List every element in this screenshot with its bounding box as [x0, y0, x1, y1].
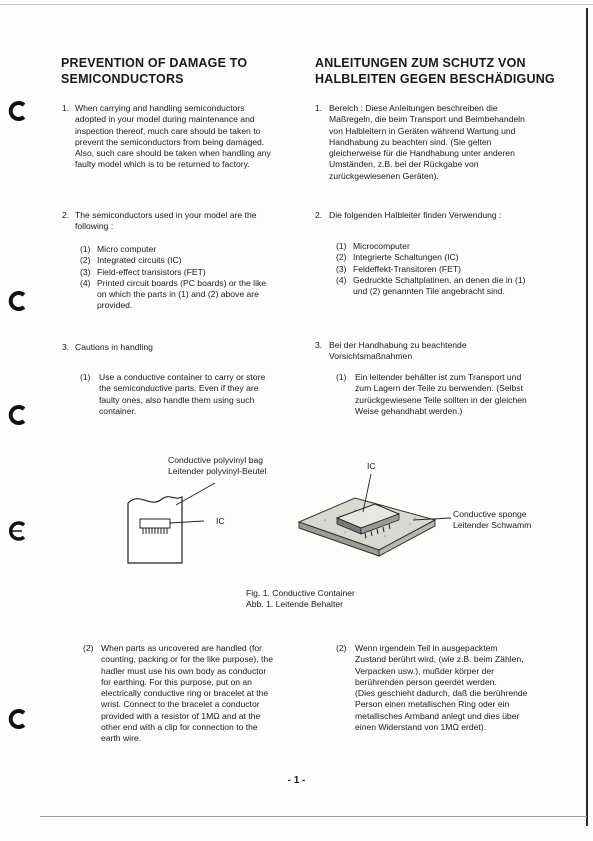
list-item-line: Feldeffekt-Transitoren (FET) — [353, 263, 461, 274]
figure-caption-en: Fig. 1. Conductive Container — [246, 588, 355, 598]
text-line: earth wire. — [101, 733, 142, 744]
conductive-bag-illustration — [120, 475, 250, 570]
text-line: Wenn irgendein Teil in ausgepacktem — [355, 643, 498, 653]
list-item-line: on which the parts in (1) and (2) above are — [97, 289, 259, 300]
top-edge-line — [0, 4, 593, 5]
item-number: (1) — [80, 372, 91, 382]
text-line: Cautions in handling — [75, 342, 153, 352]
list-item-line: provided. — [97, 300, 133, 311]
list-item-number: (2) — [80, 255, 91, 266]
text-line: zurückgewiesenen Geräten). — [329, 170, 439, 181]
text-line: counting, packing or for the like purpose), the — [101, 654, 273, 665]
text-line: Zustand berührt wird, (wie z.B. beim Zählen, — [355, 654, 524, 665]
right-section-3-text — [329, 340, 579, 363]
bottom-edge-line — [40, 816, 587, 817]
binder-hole-icon — [8, 520, 30, 542]
list-item — [336, 252, 581, 263]
list-item — [336, 264, 581, 275]
binder-hole-icon — [8, 100, 30, 122]
text-line: Maßregeln, die beim Transport und Beimbehandeln — [329, 114, 525, 125]
right-title-line: HALBLEITEN GEGEN BESCHÄDIGUNG — [315, 72, 555, 86]
text-line: zurückgewiesene Teile sollten in der gleichen — [355, 394, 527, 405]
list-item-number: (3) — [336, 263, 347, 274]
left-semiconductor-list — [80, 244, 305, 312]
list-item-line: Microcomputer — [353, 241, 410, 251]
section-number: 2. — [62, 210, 70, 220]
list-item-number: (4) — [336, 274, 347, 285]
text-line: faulty ones, also handle them using such — [99, 394, 255, 405]
binder-hole-icon — [8, 708, 30, 730]
binder-hole-icon — [8, 290, 30, 312]
right-caution-1-text — [355, 372, 583, 417]
text-line: The semiconductors used in your model are the — [75, 210, 257, 220]
section-number: 2. — [315, 210, 323, 220]
text-line: hadler must use his own body as conductor — [101, 665, 267, 676]
ic-label-right: IC — [367, 461, 376, 471]
right-caution-2-text — [355, 643, 583, 733]
list-item-line: Printed circuit boards (PC boards) or the like — [97, 277, 267, 288]
text-line: Bei der Handhabung zu beachtende — [329, 340, 467, 350]
text-line: prevent the semiconductors from being damaged. — [75, 136, 265, 147]
right-section-1-text — [329, 103, 579, 182]
list-item-line: und (2) genannten Tile angebracht sind. — [353, 286, 505, 297]
text-line: for earthing. For this purpose, put on an — [101, 676, 252, 687]
text-line: provided with a resistor of 1MΩ and at the — [101, 710, 261, 721]
bag-label-en: Conductive polyvinyl bag — [168, 455, 264, 465]
figure-caption-de: Abb. 1. Leitende Behalter — [246, 599, 343, 609]
list-item-line: Integrierte Schaltungen (IC) — [353, 252, 459, 263]
text-line: container. — [99, 405, 137, 416]
text-line: Handhabung zu beachten sind. (Sie gelten — [329, 136, 492, 147]
list-item-line: Micro computer — [97, 244, 157, 254]
list-item — [80, 278, 305, 312]
section-number: 1. — [315, 103, 323, 113]
right-title — [315, 55, 555, 87]
text-line: Person einen metallischen Ring oder ein — [355, 699, 510, 710]
left-title-line: SEMICONDUCTORS — [61, 72, 184, 86]
text-line: the semiconductive parts. Even if they are — [99, 383, 259, 394]
list-item-number: (1) — [336, 241, 347, 251]
text-line: Use a conductive container to carry or store — [99, 372, 266, 382]
list-item — [80, 255, 305, 266]
right-semiconductor-list — [336, 241, 581, 297]
right-title-line: ANLEITUNGEN ZUM SCHUTZ VON — [315, 56, 526, 70]
list-item — [336, 241, 581, 252]
conductive-sponge-illustration — [295, 472, 455, 562]
text-line: von Halbleitern in Geräten während Wartung und — [329, 125, 516, 136]
text-line: electrically conductive ring or bracelet at the — [101, 688, 269, 699]
text-line: Die folgenden Halbleiter finden Verwendung : — [329, 210, 502, 220]
left-title — [61, 55, 247, 87]
text-line: zum Lagern der Teile zu berwenden. (Selbst — [355, 383, 523, 394]
sponge-label-en: Conductive sponge — [453, 509, 527, 519]
right-edge-line — [586, 8, 588, 826]
text-line: Verpacken usw.), mußder körper der — [355, 665, 494, 676]
list-item — [80, 267, 305, 278]
text-line: other end with a clip for connection to the — [101, 722, 258, 733]
text-line: inspection thereof, much care should be taken to — [75, 125, 261, 136]
text-line: Ein leitender behälter ist zum Transport und — [355, 372, 522, 382]
text-line: When carrying and handling semiconductors — [75, 103, 245, 113]
bag-label-de: Leitender polyvinyl-Beutel — [168, 466, 267, 476]
list-item-number: (4) — [80, 277, 91, 288]
text-line: berührenden person geerdet werden. — [355, 676, 497, 687]
text-line: (Dies geschieht dadurch, daß die berührende — [355, 688, 528, 699]
text-line: adopted in your model during maintenance and — [75, 114, 255, 125]
item-number: (1) — [336, 372, 347, 382]
page-number: - 1 - — [287, 775, 306, 786]
left-section-3-text — [75, 342, 305, 353]
text-line: einen Widerstand von 1MΩ erdet). — [355, 722, 487, 733]
item-number: (2) — [83, 643, 94, 653]
list-item-number: (1) — [80, 244, 91, 254]
left-caution-2-text — [101, 643, 313, 745]
list-item-line: Integrated circuits (IC) — [97, 255, 182, 266]
sponge-label-de: Leitender Schwamm — [453, 520, 532, 530]
text-line: gleicherweise für die Handhabung unter anderen — [329, 148, 515, 159]
section-number: 3. — [62, 342, 70, 352]
text-line: Bereich : Diese Anleitungen beschreiben die — [329, 103, 498, 113]
text-line: faulty model which is to be returned to factory. — [75, 159, 250, 170]
list-item — [336, 275, 581, 298]
left-section-2-text — [75, 210, 305, 233]
list-item-line: Gedruckte Schaltplatinen, an denen die in (1) — [353, 274, 526, 285]
left-section-1-text — [75, 103, 305, 171]
text-line: Umständen, z.B. bei der Rückgabe von — [329, 159, 479, 170]
section-number: 1. — [62, 103, 70, 113]
binder-hole-icon — [8, 404, 30, 426]
text-line: metallisches Armband anlegt und dies über — [355, 710, 520, 721]
text-line: Also, such care should be taken when handling any — [75, 148, 271, 159]
right-section-2-text — [329, 210, 579, 221]
ic-label-left: IC — [216, 516, 225, 526]
text-line: following : — [75, 221, 114, 232]
list-item-line: Field-effect transistors (FET) — [97, 266, 206, 277]
sponge-label — [453, 509, 531, 531]
text-line: wrist. Connect to the bracelet a conductor — [101, 699, 260, 710]
item-number: (2) — [336, 643, 347, 653]
text-line: When parts as uncovered are handled (for — [101, 643, 262, 653]
text-line: Weise gehandhabt werden.) — [355, 405, 463, 416]
left-title-line: PREVENTION OF DAMAGE TO — [61, 56, 248, 70]
list-item-number: (2) — [336, 252, 347, 263]
text-line: Vorsichtsmaßnahmen — [329, 351, 413, 362]
list-item — [80, 244, 305, 255]
figure-caption — [246, 588, 355, 610]
bag-label — [168, 455, 266, 477]
list-item-number: (3) — [80, 266, 91, 277]
left-caution-1-text — [99, 372, 309, 417]
section-number: 3. — [315, 340, 323, 350]
